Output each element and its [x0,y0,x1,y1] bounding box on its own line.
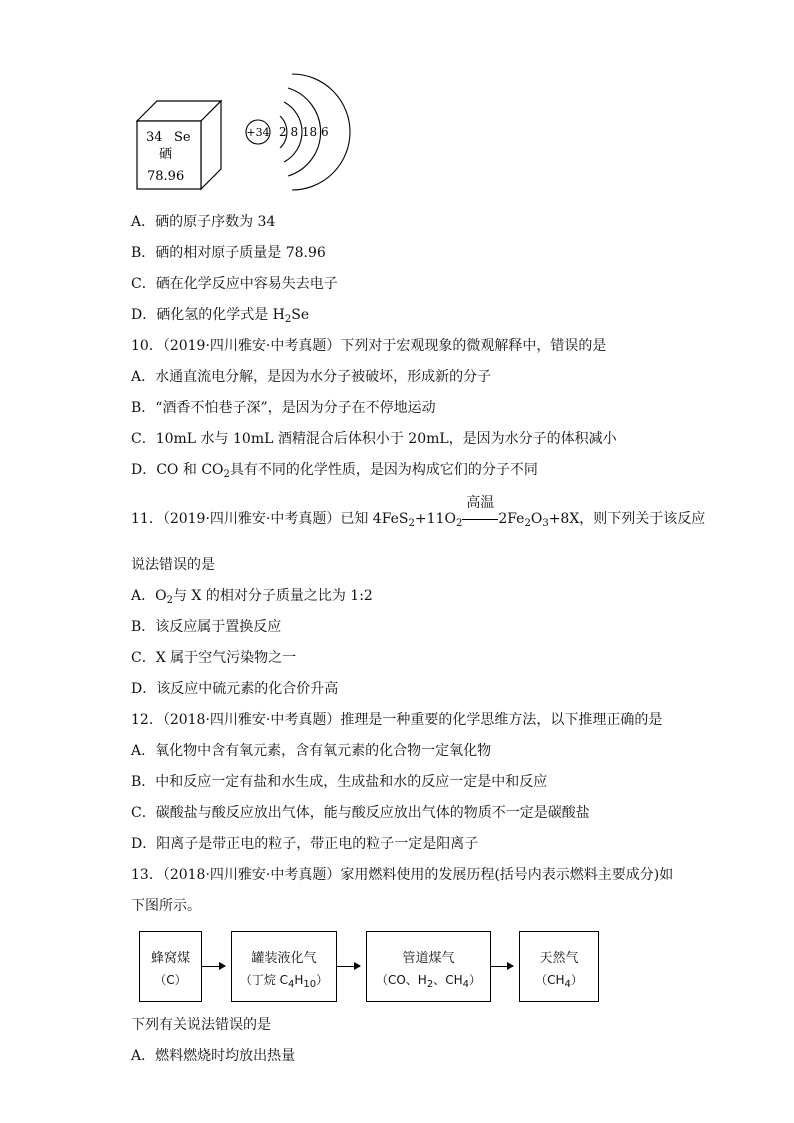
q11-option-c: C．X 属于空气污染物之一 [131,650,297,666]
q13-option-a: A．燃料燃烧时均放出热量 [131,1048,296,1064]
flow-arrow-1 [201,966,225,967]
q11-option-d: D．该反应中硫元素的化合价升高 [131,681,339,697]
q12-option-c: C．碳酸盐与酸反应放出气体，能与酸反应放出气体的物质不一定是碳酸盐 [131,805,590,821]
q10-option-c: C．10mL 水与 10mL 酒精混合后体积小于 20mL，是因为水分子的体积减小 [131,431,617,447]
element-number: 34 [146,130,163,145]
q12-stem: 12．（2018·四川雅安·中考真题）推理是一种重要的化学思维方法，以下推理正确的是 [131,712,663,728]
element-name: 硒 [159,147,173,162]
q10-stem: 10．（2019·四川雅安·中考真题）下列对于宏观现象的微观解释中，错误的是 [131,338,607,354]
q13-stem-line2: 下图所示。 [131,898,201,914]
q10-option-d: D．CO 和 $CO_2$具有不同的化学性质，是因为构成它们的分子不同 [131,462,538,480]
q12-option-b: B．中和反应一定有盐和水生成，生成盐和水的反应一定是中和反应 [131,774,548,790]
q9-option-a: A．硒的原子序数为 34 [131,214,276,230]
flow-box-honeycomb-coal: 蜂窝煤 （C） [139,931,202,1002]
element-mass: 78.96 [147,169,185,184]
q9-option-c: C．硒在化学反应中容易失去电子 [131,276,338,292]
reaction-condition: 高温 [462,509,498,529]
q11-stem-line2: 说法错误的是 [131,557,215,573]
q11-option-a: A．$O_2$与 X 的相对分子质量之比为 1:2 [131,588,373,606]
q13-stem: 13．（2018·四川雅安·中考真题）家用燃料使用的发展历程(括号内表示燃料主要成分)如 [131,867,674,883]
q9-option-d: D．硒化氢的化学式是 $H_2Se$ [131,307,310,325]
q9-option-b: B．硒的相对原子质量是 78.96 [131,245,326,261]
flow-box-natural-gas: 天然气 $(CH_4)$ [519,931,599,1002]
q11-stem: 11．（2019·四川雅安·中考真题）已知 $4FeS_2+11O_2$ 高温 $2Fe_2O_3+8X$，则下列关于该反应 [131,495,706,529]
element-symbol: Se [174,130,191,145]
q13-question: 下列有关说法错误的是 [131,1017,271,1033]
flow-arrow-2 [337,966,360,967]
nucleus-charge: +34 [246,126,270,139]
flow-box-liquefied-gas: 罐装液化气 （丁烷 $C_4H_{10}$） [231,931,337,1002]
fuel-history-flowchart [131,926,611,1006]
flow-arrow-3 [491,966,513,967]
selenium-figure [131,62,351,197]
q12-option-d: D．阳离子是带正电的粒子，带正电的粒子一定是阳离子 [131,836,479,852]
shell-electron-counts: 2 8 18 6 [279,125,329,139]
element-cube [137,101,221,189]
q10-option-a: A．水通直流电分解，是因为水分子被破坏，形成新的分子 [131,369,492,385]
flow-box-pipeline-gas: 管道煤气 （CO、$H_2$、$CH_4$） [366,931,491,1002]
atom-structure-diagram [246,74,350,190]
q11-option-b: B．该反应属于置换反应 [131,619,282,635]
q10-option-b: B．“酒香不怕巷子深”，是因为分子在不停地运动 [131,400,436,416]
q12-option-a: A．氧化物中含有氧元素，含有氧元素的化合物一定氧化物 [131,743,492,759]
